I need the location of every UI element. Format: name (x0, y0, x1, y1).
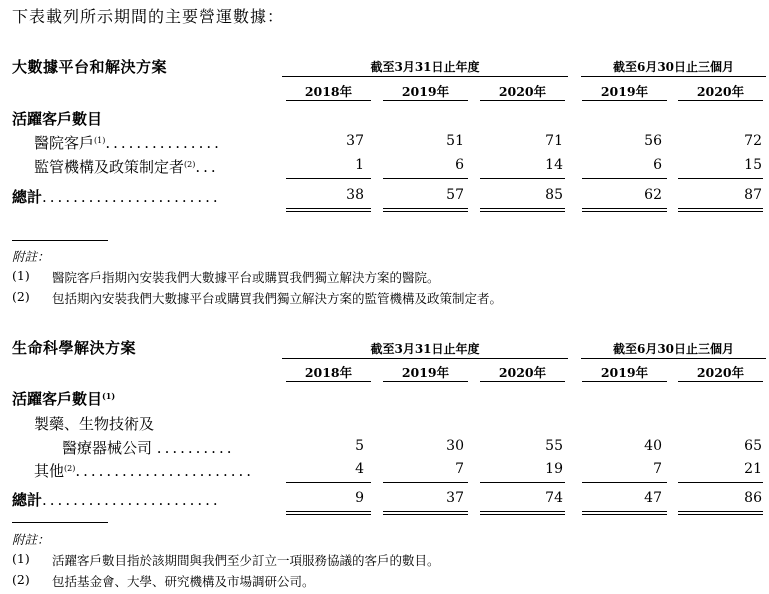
total-double-rule (383, 514, 468, 515)
total-value: 47 (644, 490, 662, 506)
cell-value: 30 (446, 438, 464, 454)
total-value: 74 (545, 490, 563, 506)
row-label-line1: 製藥、生物技術及 (34, 415, 155, 433)
subtotal-rule (383, 482, 468, 483)
group-header-quarter: 截至6月30日止三個月 (612, 342, 735, 356)
year-header: 2019年 (401, 84, 450, 99)
year-rule (480, 381, 565, 382)
notes-divider (12, 522, 108, 523)
total-value: 9 (355, 490, 364, 506)
year-rule (286, 381, 371, 382)
intro-text: 下表載列所示期間的主要營運數據： (12, 7, 285, 26)
total-value: 57 (446, 187, 464, 203)
cell-value: 65 (744, 438, 762, 454)
year-header: 2018年 (304, 84, 353, 99)
subtotal-rule (480, 178, 565, 179)
group-header-fiscal: 截至3月31日止年度 (370, 342, 480, 356)
total-double-rule (480, 511, 565, 512)
total-double-rule (383, 511, 468, 512)
year-header: 2019年 (401, 365, 450, 380)
subtotal-rule (678, 482, 763, 483)
total-value: 62 (644, 187, 662, 203)
group-header-quarter: 截至6月30日止三個月 (612, 60, 735, 74)
row-label: 醫院客戶$^{(1)}$............... (34, 134, 222, 152)
year-header: 2019年 (600, 84, 649, 99)
cell-value: 51 (446, 133, 464, 149)
total-double-rule (286, 211, 371, 212)
total-double-rule (286, 208, 371, 209)
section-title-life-sciences: 生命科學解決方案 (12, 339, 137, 357)
year-rule (582, 100, 667, 101)
total-double-rule (480, 514, 565, 515)
cell-value: 7 (455, 461, 464, 477)
total-double-rule (582, 208, 667, 209)
cell-value: 7 (653, 461, 662, 477)
year-rule (383, 100, 468, 101)
total-value: 87 (744, 187, 762, 203)
total-double-rule (582, 511, 667, 512)
subtotal-rule (480, 482, 565, 483)
year-header: 2019年 (600, 365, 649, 380)
cell-value: 4 (355, 461, 364, 477)
total-double-rule (678, 514, 763, 515)
subheading-active-customers: 活躍客戶數目 (12, 110, 103, 128)
note-text: 包括基金會、大學、研究機構及市場調研公司。 (52, 574, 315, 589)
cell-value: 71 (545, 133, 563, 149)
total-double-rule (480, 211, 565, 212)
cell-value: 6 (653, 157, 662, 173)
note-number: (2) (12, 289, 30, 304)
year-rule (383, 381, 468, 382)
notes-heading: 附註： (12, 249, 50, 264)
subtotal-rule (582, 482, 667, 483)
cell-value: 5 (355, 438, 364, 454)
year-rule (678, 381, 763, 382)
total-label: 總計....................... (12, 491, 221, 509)
note-text: 包括期內安裝我們大數據平台或購買我們獨立解決方案的監管機構及政策制定者。 (52, 291, 503, 306)
note-text: 活躍客戶數目指於該期間與我們至少訂立一項服務協議的客戶的數目。 (52, 553, 440, 568)
total-double-rule (480, 208, 565, 209)
year-rule (480, 100, 565, 101)
year-rule (678, 100, 763, 101)
year-header: 2020年 (498, 84, 547, 99)
note-number: (1) (12, 268, 30, 283)
year-rule (286, 100, 371, 101)
year-header: 2020年 (696, 365, 745, 380)
subtotal-rule (383, 178, 468, 179)
year-header: 2020年 (696, 84, 745, 99)
total-double-rule (383, 211, 468, 212)
year-header: 2020年 (498, 365, 547, 380)
note-text: 醫院客戶指期內安裝我們大數據平台或購買我們獨立解決方案的醫院。 (52, 270, 440, 285)
total-double-rule (383, 208, 468, 209)
total-double-rule (678, 511, 763, 512)
subheading-active-customers: 活躍客戶數目$^{(1)}$ (12, 390, 116, 408)
total-double-rule (582, 211, 667, 212)
total-double-rule (678, 208, 763, 209)
total-label: 總計....................... (12, 188, 221, 206)
section-title-big-data: 大數據平台和解決方案 (12, 58, 168, 76)
row-label: 醫療器械公司 .......... (62, 439, 235, 457)
cell-value: 1 (355, 157, 364, 173)
subtotal-rule (286, 482, 371, 483)
cell-value: 56 (644, 133, 662, 149)
total-value: 86 (744, 490, 762, 506)
note-number: (2) (12, 572, 30, 587)
cell-value: 19 (545, 461, 563, 477)
row-label: 其他$^{(2)}$....................... (34, 462, 255, 480)
total-value: 85 (545, 187, 563, 203)
total-double-rule (678, 211, 763, 212)
subtotal-rule (286, 178, 371, 179)
cell-value: 14 (545, 157, 563, 173)
total-double-rule (286, 514, 371, 515)
group-rule (581, 76, 766, 77)
total-double-rule (582, 514, 667, 515)
group-rule (282, 358, 568, 359)
group-rule (581, 358, 766, 359)
subtotal-rule (678, 178, 763, 179)
cell-value: 6 (455, 157, 464, 173)
cell-value: 72 (744, 133, 762, 149)
year-header: 2018年 (304, 365, 353, 380)
total-value: 37 (446, 490, 464, 506)
total-value: 38 (346, 187, 364, 203)
cell-value: 37 (346, 133, 364, 149)
cell-value: 15 (744, 157, 762, 173)
total-double-rule (286, 511, 371, 512)
row-label: 監管機構及政策制定者$^{(2)}$... (34, 158, 219, 176)
year-rule (582, 381, 667, 382)
notes-heading: 附註： (12, 532, 50, 547)
cell-value: 40 (644, 438, 662, 454)
note-number: (1) (12, 551, 30, 566)
cell-value: 21 (744, 461, 762, 477)
group-rule (282, 76, 568, 77)
group-header-fiscal: 截至3月31日止年度 (370, 60, 480, 74)
notes-divider (12, 240, 108, 241)
cell-value: 55 (545, 438, 563, 454)
subtotal-rule (582, 178, 667, 179)
